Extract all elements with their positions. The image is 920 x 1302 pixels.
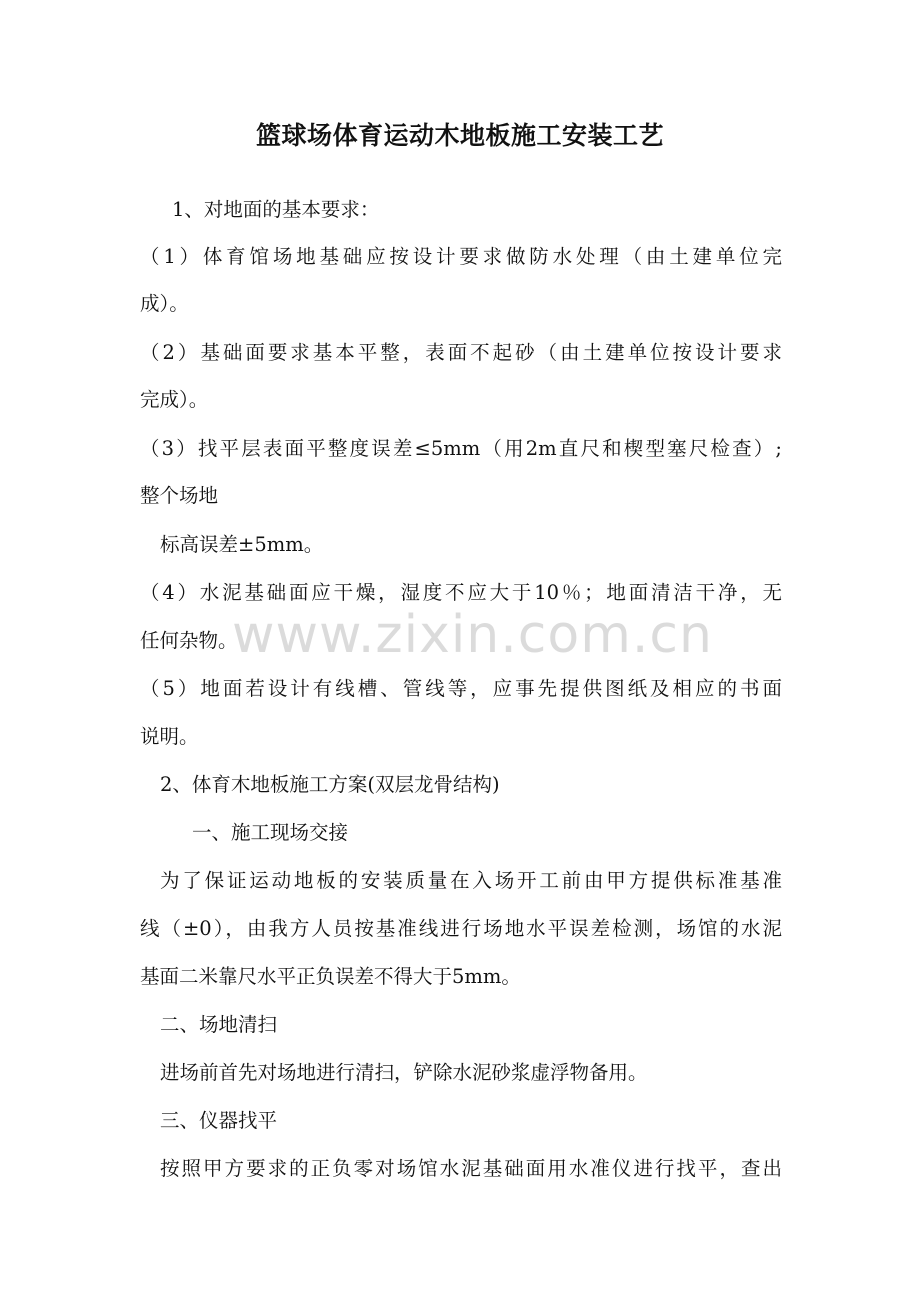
subsection-heading: 三、仪器找平 bbox=[160, 1109, 278, 1132]
paragraph-line: （2）基础面要求基本平整，表面不起砂（由土建单位按设计要求 bbox=[140, 341, 782, 364]
document-title: 篮球场体育运动木地板施工安装工艺 bbox=[255, 121, 664, 150]
paragraph-line: 进场前首先对场地进行清扫，铲除水泥砂浆虚浮物备用。 bbox=[160, 1061, 648, 1084]
section-heading: 2、体育木地板施工方案(双层龙骨结构) bbox=[160, 773, 500, 796]
paragraph-line: 基面二米靠尺水平正负误差不得大于5mm。 bbox=[140, 965, 521, 988]
subsection-heading: 二、场地清扫 bbox=[160, 1013, 278, 1036]
paragraph-line: 按照甲方要求的正负零对场馆水泥基础面用水准仪进行找平，查出 bbox=[160, 1157, 782, 1180]
paragraph-line: （5）地面若设计有线槽、管线等，应事先提供图纸及相应的书面 bbox=[140, 677, 782, 700]
paragraph-line: （3）找平层表面平整度误差≤5mm（用2m直尺和楔型塞尺检查）; bbox=[140, 437, 782, 460]
subsection-heading: 一、施工现场交接 bbox=[192, 821, 349, 844]
paragraph-line: 完成）。 bbox=[140, 388, 209, 411]
paragraph-line: 成）。 bbox=[140, 292, 189, 315]
paragraph-line: 标高误差±5mm。 bbox=[160, 533, 324, 556]
paragraph-line: 整个场地 bbox=[140, 484, 219, 507]
paragraph-line: 线（±0），由我方人员按基准线进行场地水平误差检测，场馆的水泥 bbox=[140, 917, 782, 940]
section-heading: 1、对地面的基本要求： bbox=[172, 198, 380, 221]
paragraph-line: 为了保证运动地板的安装质量在入场开工前由甲方提供标准基准 bbox=[160, 869, 782, 892]
paragraph-line: 任何杂物。 bbox=[140, 629, 238, 652]
paragraph-line: 说明。 bbox=[140, 725, 199, 748]
paragraph-line: （4）水泥基础面应干燥，湿度不应大于10％；地面清洁干净，无 bbox=[140, 581, 782, 604]
watermark: www.zixin.com.cn bbox=[232, 605, 713, 665]
paragraph-line: （1）体育馆场地基础应按设计要求做防水处理（由土建单位完 bbox=[140, 245, 782, 268]
